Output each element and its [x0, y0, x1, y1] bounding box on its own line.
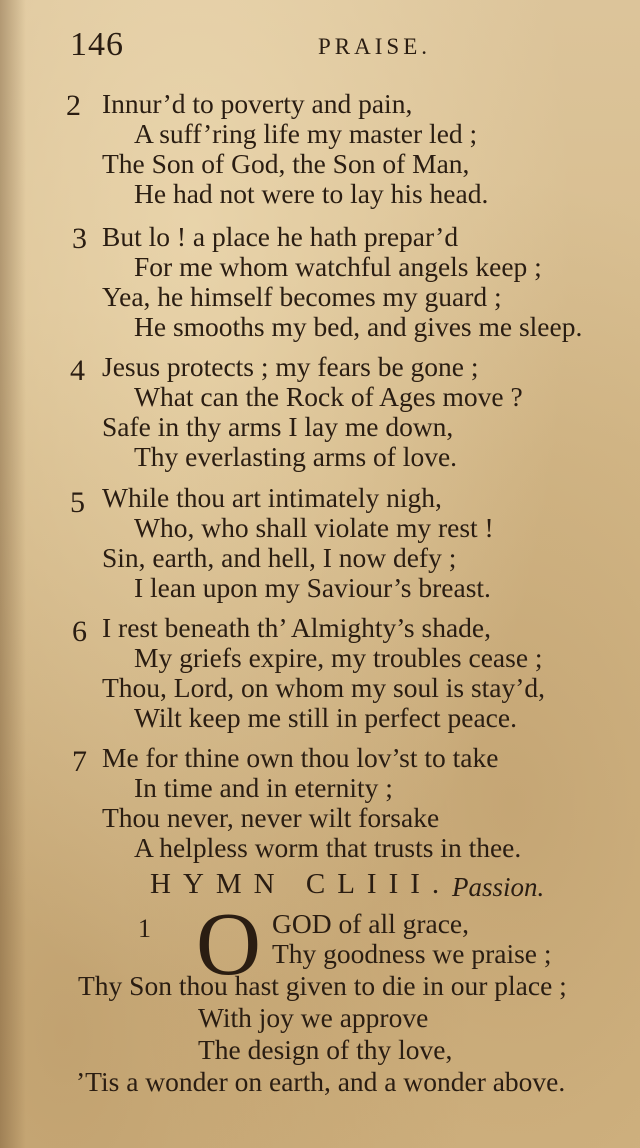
verse-line: Thou never, never wilt forsake	[102, 802, 440, 833]
verse-line: Thou, Lord, on whom my soul is stay’d,	[102, 672, 546, 703]
verse-line: While thou art intimately nigh,	[102, 482, 442, 513]
verse-line: Wilt keep me still in perfect peace.	[134, 702, 517, 733]
verse-line: He had not were to lay his head.	[134, 178, 489, 209]
verse-line: For me whom watchful angels keep ;	[134, 251, 542, 282]
verse-line: GOD of all grace,	[272, 908, 469, 939]
verse-line: The Son of God, the Son of Man,	[102, 148, 470, 179]
verse-line: Yea, he himself becomes my guard ;	[102, 281, 502, 312]
page-number: 146	[70, 26, 124, 63]
hymn-subtitle: Passion.	[452, 872, 545, 902]
verse-line: The design of thy love,	[198, 1034, 453, 1065]
verse-line: In time and in eternity ;	[134, 772, 393, 803]
verse-line: Sin, earth, and hell, I now defy ;	[102, 542, 457, 573]
gutter-shadow	[0, 0, 26, 1148]
verse-number: 4	[70, 354, 85, 387]
verse-line: Thy everlasting arms of love.	[134, 441, 458, 472]
verse-line: My griefs expire, my troubles cease ;	[134, 642, 543, 673]
verse-number: 1	[138, 914, 151, 943]
verse-line: What can the Rock of Ages move ?	[134, 381, 523, 412]
verse-line: A suff’ring life my master led ;	[134, 118, 478, 149]
verse-line: ’Tis a wonder on earth, and a wonder above.	[76, 1066, 566, 1097]
verse-line: A helpless worm that trusts in thee.	[134, 832, 522, 863]
verse-line: Innur’d to poverty and pain,	[102, 88, 413, 119]
verse-line: Thy Son thou hast given to die in our place ;	[78, 970, 567, 1001]
verse-line: But lo ! a place he hath prepar’d	[102, 221, 459, 252]
running-title: PRAISE.	[318, 34, 431, 59]
hymn-heading: HYMN CLIII.	[150, 868, 452, 900]
verse-line: Me for thine own thou lov’st to take	[102, 742, 499, 773]
verse-line: Safe in thy arms I lay me down,	[102, 411, 454, 442]
verse-line: He smooths my bed, and gives me sleep.	[134, 311, 583, 342]
verse-line: With joy we approve	[198, 1002, 429, 1033]
verse-line: I lean upon my Saviour’s breast.	[134, 572, 491, 603]
verse-line: I rest beneath th’ Almighty’s shade,	[102, 612, 491, 643]
verse-number: 6	[72, 615, 87, 648]
drop-cap: O	[196, 895, 261, 994]
verse-number: 5	[70, 486, 85, 519]
verse-line: Who, who shall violate my rest !	[134, 512, 494, 543]
verse-number: 2	[66, 89, 81, 122]
verse-number: 7	[72, 745, 87, 778]
verse-line: Thy goodness we praise ;	[272, 938, 552, 969]
verse-line: Jesus protects ; my fears be gone ;	[102, 351, 479, 382]
verse-number: 3	[72, 222, 87, 255]
